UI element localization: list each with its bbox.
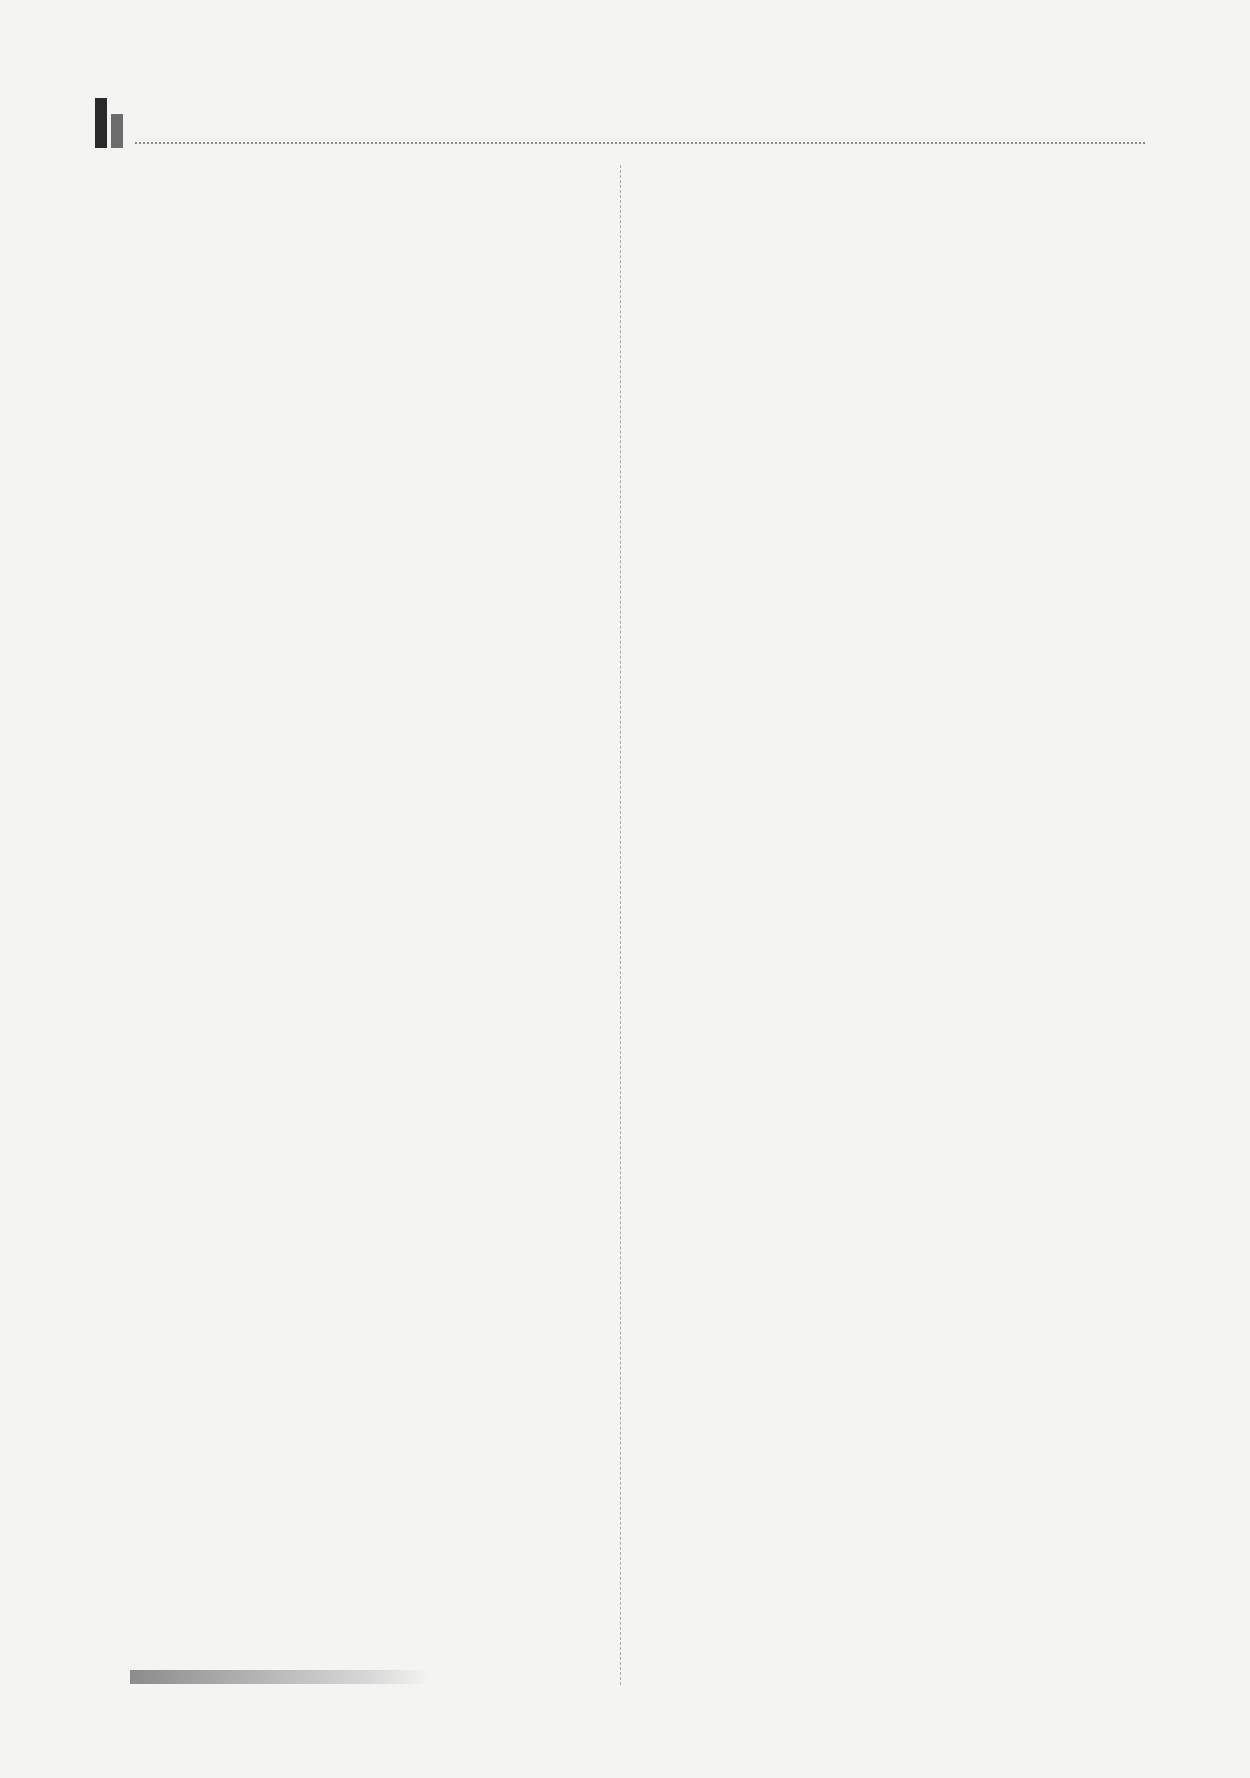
header-dotted-rule bbox=[135, 142, 1145, 144]
section-title bbox=[645, 164, 1145, 198]
header-logo-bar-secondary bbox=[111, 114, 123, 148]
right-column bbox=[645, 162, 1145, 198]
header-logo-bar bbox=[95, 98, 107, 148]
page-header bbox=[95, 92, 1145, 152]
footer-bar bbox=[130, 1670, 430, 1684]
column-divider bbox=[620, 165, 621, 1685]
